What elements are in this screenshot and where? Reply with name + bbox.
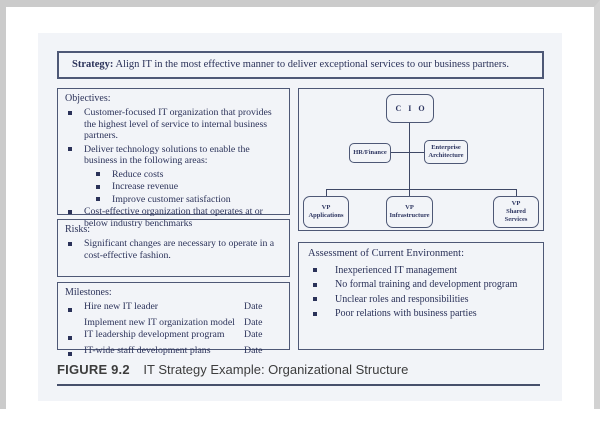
assessment-item — [307, 308, 535, 320]
assessment-item-text: Unclear roles and responsibilities — [335, 293, 469, 305]
bullet-square-icon — [313, 297, 317, 301]
milestone-text: Hire new IT leader — [84, 301, 159, 312]
connector-stub-right — [516, 189, 517, 196]
objective-subitem — [64, 194, 284, 206]
connector-line-row3 — [326, 189, 516, 190]
objective-subitem-text: Improve customer satisfaction — [112, 193, 231, 205]
bullet-square-icon — [68, 210, 72, 214]
org-node-vp-infrastructure: VP Infrastructure — [386, 196, 433, 228]
objective-subitem — [64, 169, 284, 181]
assessment-item — [307, 265, 535, 277]
bullet-square-icon — [313, 312, 317, 316]
objective-item — [64, 144, 284, 167]
milestone-date: Date — [244, 344, 263, 356]
page-scan — [38, 33, 562, 401]
bullet-square-icon — [68, 242, 72, 246]
risks-box — [57, 219, 290, 277]
section-title-risks: Risks: — [65, 224, 91, 235]
assessment-item-text: No formal training and development program — [335, 279, 518, 291]
org-node-hr-finance: HR/Finance — [349, 143, 391, 163]
caption-rule — [57, 384, 540, 386]
milestone-date: Date — [244, 329, 263, 341]
objectives-box — [57, 88, 290, 229]
bullet-square-icon — [96, 185, 100, 189]
objective-subitem — [64, 181, 284, 193]
section-title-assessment: Assessment of Current Environment: — [308, 248, 465, 259]
connector-line-row2 — [391, 152, 424, 153]
milestone-text: IT leadership development program — [84, 329, 225, 341]
objective-subitem-text: Reduce costs — [112, 168, 164, 180]
connector-stub-left — [326, 189, 327, 196]
strategy-text: Align IT in the most effective manner to deliver exceptional services to our business partners. — [115, 59, 509, 70]
milestone-row — [64, 317, 284, 330]
strategy-box — [57, 51, 544, 79]
bullet-square-icon — [68, 308, 72, 312]
assessment-item-text: Inexperienced IT management — [335, 264, 457, 276]
milestone-text: Implement new IT organization model — [84, 316, 235, 328]
org-node-enterprise-architecture: Enterprise Architecture — [424, 140, 468, 164]
milestone-text: IT-wide staff development plans — [84, 344, 211, 356]
org-chart-box — [298, 88, 544, 231]
bullet-square-icon — [313, 283, 317, 287]
milestone-row — [64, 329, 284, 345]
objective-subitem-text: Increase revenue — [112, 181, 179, 193]
bullet-square-icon — [96, 197, 100, 201]
milestone-date: Date — [244, 316, 263, 328]
bullet-square-icon — [68, 147, 72, 151]
org-node-vp-shared-services: VP Shared Services — [493, 196, 539, 228]
risk-item-text: Significant changes are necessary to operate in a cost-effective fashion. — [84, 238, 275, 261]
assessment-item — [307, 294, 535, 306]
bullet-square-icon — [96, 172, 100, 176]
milestone-row — [64, 345, 284, 361]
org-node-cio: C I O — [386, 94, 434, 123]
figure-label: FIGURE 9.2 — [57, 362, 130, 377]
milestone-row — [64, 301, 284, 317]
section-title-milestones: Milestones: — [65, 287, 112, 298]
figure-caption — [57, 362, 544, 377]
milestones-box — [57, 282, 290, 356]
assessment-item — [307, 279, 535, 291]
section-title-objectives: Objectives: — [65, 93, 111, 104]
objective-item — [64, 107, 284, 142]
milestone-date: Date — [244, 301, 263, 312]
bullet-square-icon — [313, 268, 317, 272]
bullet-square-icon — [68, 352, 72, 356]
figure-title: IT Strategy Example: Organizational Structure — [143, 362, 409, 377]
connector-line-vertical — [409, 123, 410, 196]
objective-item-text: Deliver technology solutions to enable the business in the following areas: — [84, 143, 250, 167]
assessment-box — [298, 242, 544, 350]
strategy-label: Strategy: — [72, 59, 114, 70]
bullet-square-icon — [68, 111, 72, 115]
assessment-item-text: Poor relations with business parties — [335, 308, 477, 320]
org-node-vp-applications: VP Applications — [303, 196, 349, 228]
bullet-square-icon — [68, 336, 72, 340]
objective-item-text: Customer-focused IT organization that provides the highest level of service to internal business partners. — [84, 107, 272, 142]
risk-item — [64, 238, 284, 261]
objective-item-text: Cost-effective organization that operates at or below industry benchmarks — [84, 206, 263, 229]
